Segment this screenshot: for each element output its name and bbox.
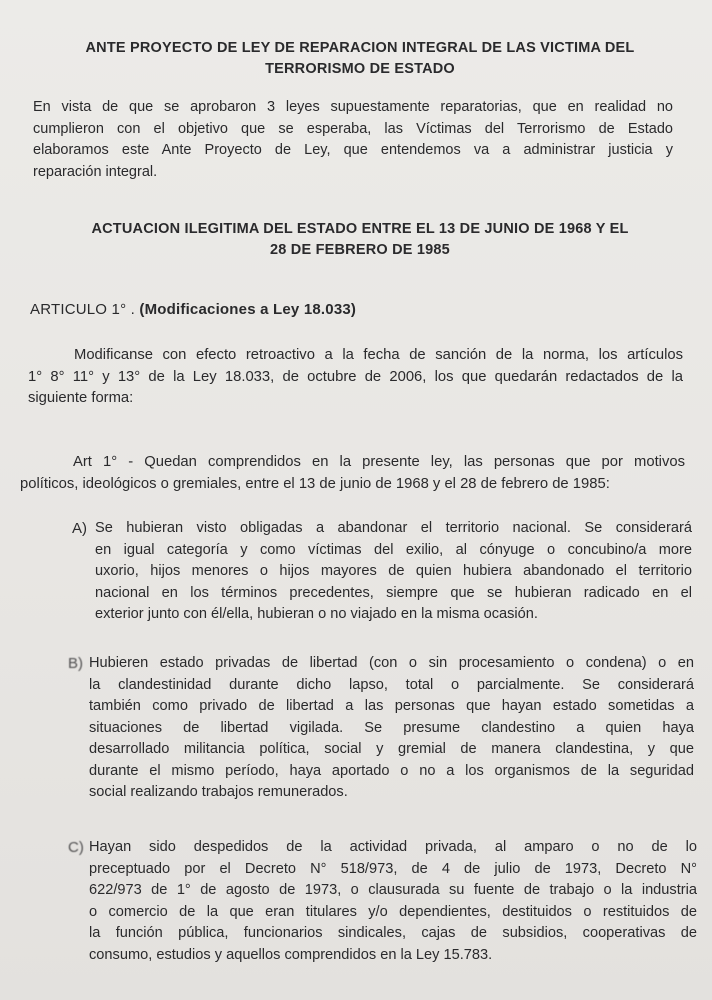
item-c-line: consumo, estudios y aquellos comprendidos en la Ley 15.783.	[89, 946, 493, 963]
section-title-line-1: ACTUACION ILEGITIMA DEL ESTADO ENTRE EL 13 DE JUNIO DE 1968 Y EL	[91, 221, 629, 237]
item-b-line: durante el mismo período, haya aportado o no a los organismos de la seguridad	[89, 762, 694, 779]
item-b-paragraph	[89, 653, 694, 804]
item-a-line: uxorio, hijos menores o hijos mayores de quien hubiera abandonado el territorio	[95, 563, 692, 579]
title-line-1: ANTE PROYECTO DE LEY DE REPARACION INTEGRAL DE LAS VICTIMA DEL	[85, 40, 635, 56]
section-title-line-2: 28 DE FEBRERO DE 1985	[270, 242, 450, 258]
item-a-label: A)	[72, 520, 87, 537]
item-c-line: la función pública, funcionarios sindicales, cajas de subsidios, cooperativas de	[89, 925, 697, 941]
article-body-line: siguiente forma:	[28, 390, 134, 406]
intro-line: elaboramos este Ante Proyecto de Ley, que entendemos va a administrar justicia y	[33, 142, 673, 158]
article-heading-rest: (Modificaciones a Ley 18.033)	[139, 301, 357, 318]
item-c-line: o comercio de la que eran titulares y/o dependientes, destituidos o restituidos de	[89, 903, 697, 920]
item-a-paragraph	[95, 518, 692, 626]
art-1-paragraph	[20, 452, 685, 495]
item-c-paragraph	[89, 837, 697, 966]
section-title	[40, 219, 680, 261]
item-a-line: nacional en los términos precedentes, siempre que se hubieran radicado en el	[95, 584, 692, 601]
item-b-line: también como privado de libertad a las personas que hayan estado sometidas a	[89, 698, 694, 714]
title-line-2: TERRORISMO DE ESTADO	[265, 61, 455, 77]
intro-line: reparación integral.	[33, 163, 158, 180]
item-b-line: Hubieren estado privadas de libertad (con o sin procesamiento o condena) o en	[89, 655, 694, 671]
item-b-line: desarrollado militancia política, social y gremial de manera clandestina, y que	[89, 741, 694, 757]
item-a-line: Se hubieran visto obligadas a abandonar el territorio nacional. Se considerará	[95, 520, 692, 536]
item-c-line: Hayan sido despedidos de la actividad privada, al amparo o no de lo	[89, 839, 697, 855]
intro-paragraph	[33, 97, 673, 183]
article-heading	[30, 301, 356, 318]
article-body-line: 1° 8° 11° y 13° de la Ley 18.033, de octubre de 2006, los que quedarán redactados de la	[28, 368, 683, 385]
item-b-line: la clandestinidad durante dicho lapso, total o parcialmente. Se considerará	[89, 676, 694, 693]
article-body-line: Modificanse con efecto retroactivo a la fecha de sanción de la norma, los artículos	[74, 347, 683, 363]
item-c-line: 622/973 de 1° de agosto de 1973, o clausurada su fuente de trabajo o la industria	[89, 882, 697, 898]
item-b-line: situaciones de libertad vigilada. Se presume clandestino a quien haya	[89, 719, 694, 736]
item-a-line: en igual categoría y como víctimas del exilio, al cónyuge o concubino/a more	[95, 541, 692, 558]
article-body	[28, 345, 683, 410]
intro-line: En vista de que se aprobaron 3 leyes supuestamente reparatorias, que en realidad no	[33, 99, 673, 115]
item-b-line: social realizando trabajos remunerados.	[89, 784, 348, 800]
art-1-line: Art 1° - Quedan comprendidos en la presente ley, las personas que por motivos	[73, 454, 685, 470]
document-title	[40, 38, 680, 80]
item-c-label: C)	[68, 839, 84, 856]
item-a-line: exterior junto con él/ella, hubieran o no viajado en la misma ocasión.	[95, 606, 538, 622]
item-b-label: B)	[68, 655, 83, 672]
article-heading-prefix: ARTICULO 1° .	[30, 301, 136, 318]
art-1-line: políticos, ideológicos o gremiales, entre el 13 de junio de 1968 y el 28 de febrero de 1985:	[20, 475, 610, 492]
intro-line: cumplieron con el objetivo que se esperaba, las Víctimas del Terrorismo de Estado	[33, 120, 673, 137]
item-c-line: preceptuado por el Decreto N° 518/973, de 4 de julio de 1973, Decreto N°	[89, 860, 697, 877]
